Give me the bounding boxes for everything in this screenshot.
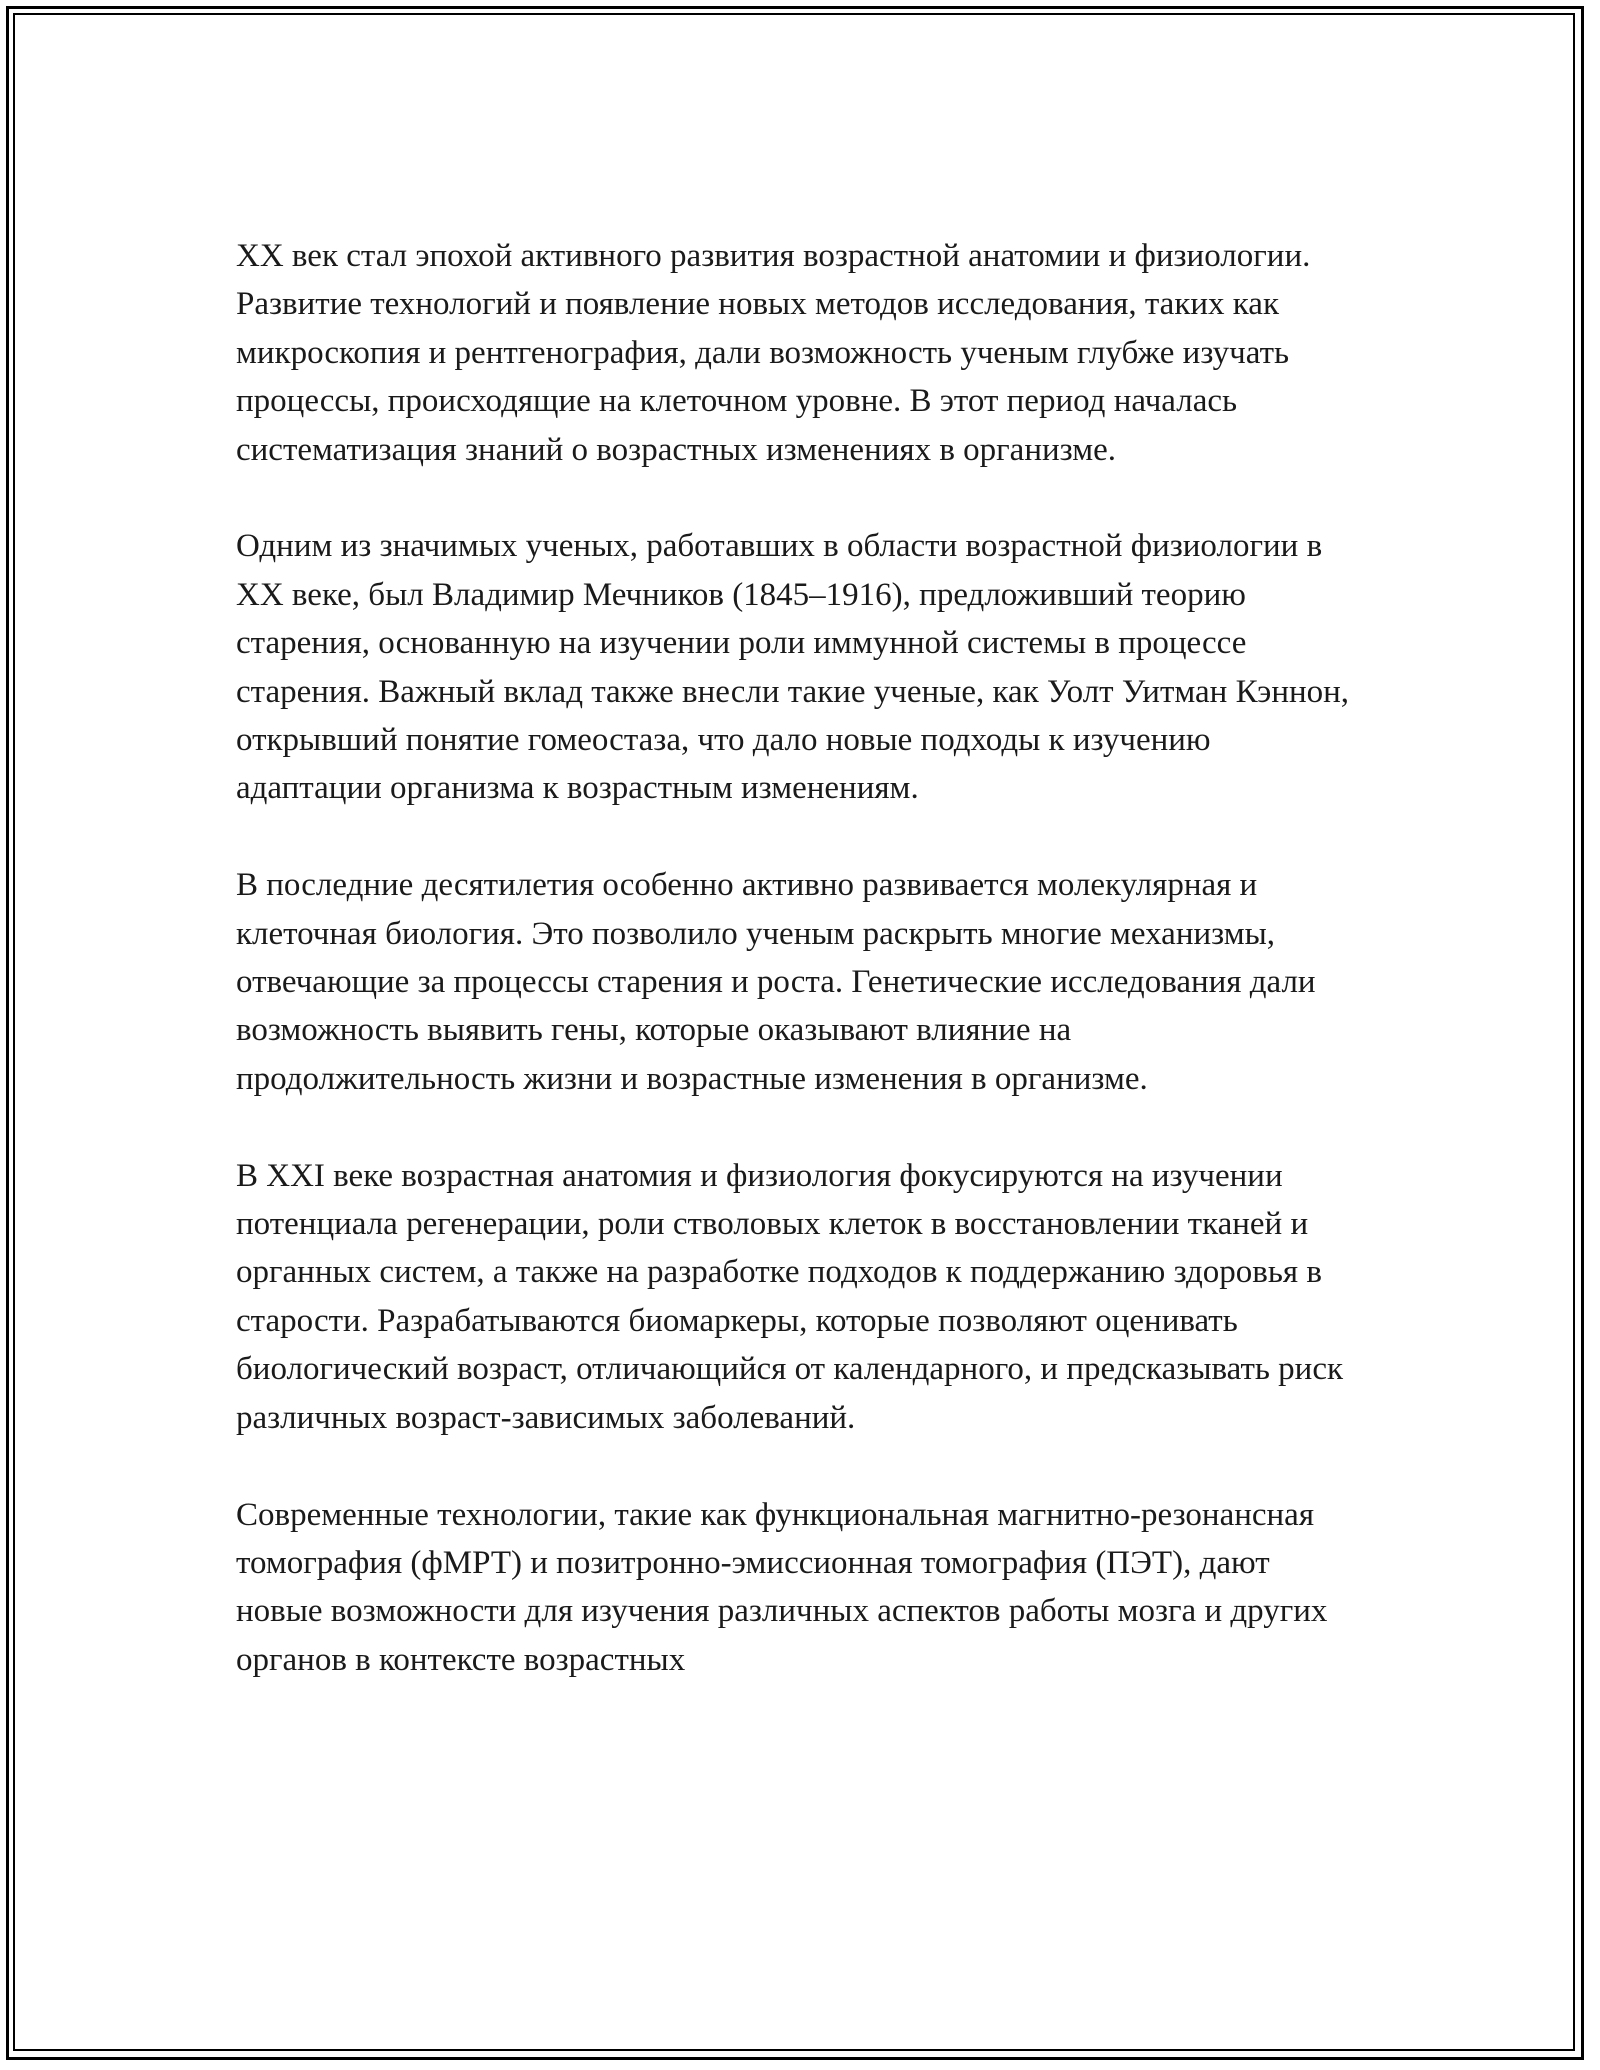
paragraph-4: В XXI веке возрастная анатомия и физиология фокусируются на изучении потенциала регенерации, роли стволовых клеток в восстановлении тканей и органных систем, а также на разработке подходов к поддержанию здоровья в старости. Разрабатываются биомаркеры, которые позволяют оценивать биологический возраст, отличающийся от календарного, и предсказывать риск различных возраст-зависимых заболеваний. [236,1157,1344,1436]
paragraph-5: Современные технологии, такие как функциональная магнитно-резонансная томография (фМРТ) и позитронно-эмиссионная томография (ПЭТ), дают новые возможности для изучения различных аспектов работы мозга и других органов в контексте возрастных [236,1496,1328,1678]
paragraph-1: XX век стал эпохой активного развития возрастной анатомии и физиологии. Развитие технологий и появление новых методов исследования, таких как микроскопия и рентгенография, дали возможность ученым глубже изучать процессы, происходящие на клеточном уровне. В этот период началась систематизация знаний о возрастных изменениях в организме. [236,238,1311,468]
paragraph-2: Одним из значимых ученых, работавших в области возрастной физиологии в XX веке, был Владимир Мечников (1845–1916), предложивший теорию старения, основанную на изучении роли иммунной системы в процессе старения. Важный вклад также внесли такие ученые, как Уолт Уитман Кэннон, открывший понятие гомеостаза, что дало новые подходы к изучению адаптации организма к возрастным изменениям. [236,528,1350,807]
paragraph-3: В последние десятилетия особенно активно развивается молекулярная и клеточная биология. Это позволило ученым раскрыть многие механизмы, отвечающие за процессы старения и роста. Генетические исследования дали возможность выявить гены, которые оказывают влияние на продолжительность жизни и возрастные изменения в организме. [236,867,1316,1097]
document-body [236,232,1356,1684]
